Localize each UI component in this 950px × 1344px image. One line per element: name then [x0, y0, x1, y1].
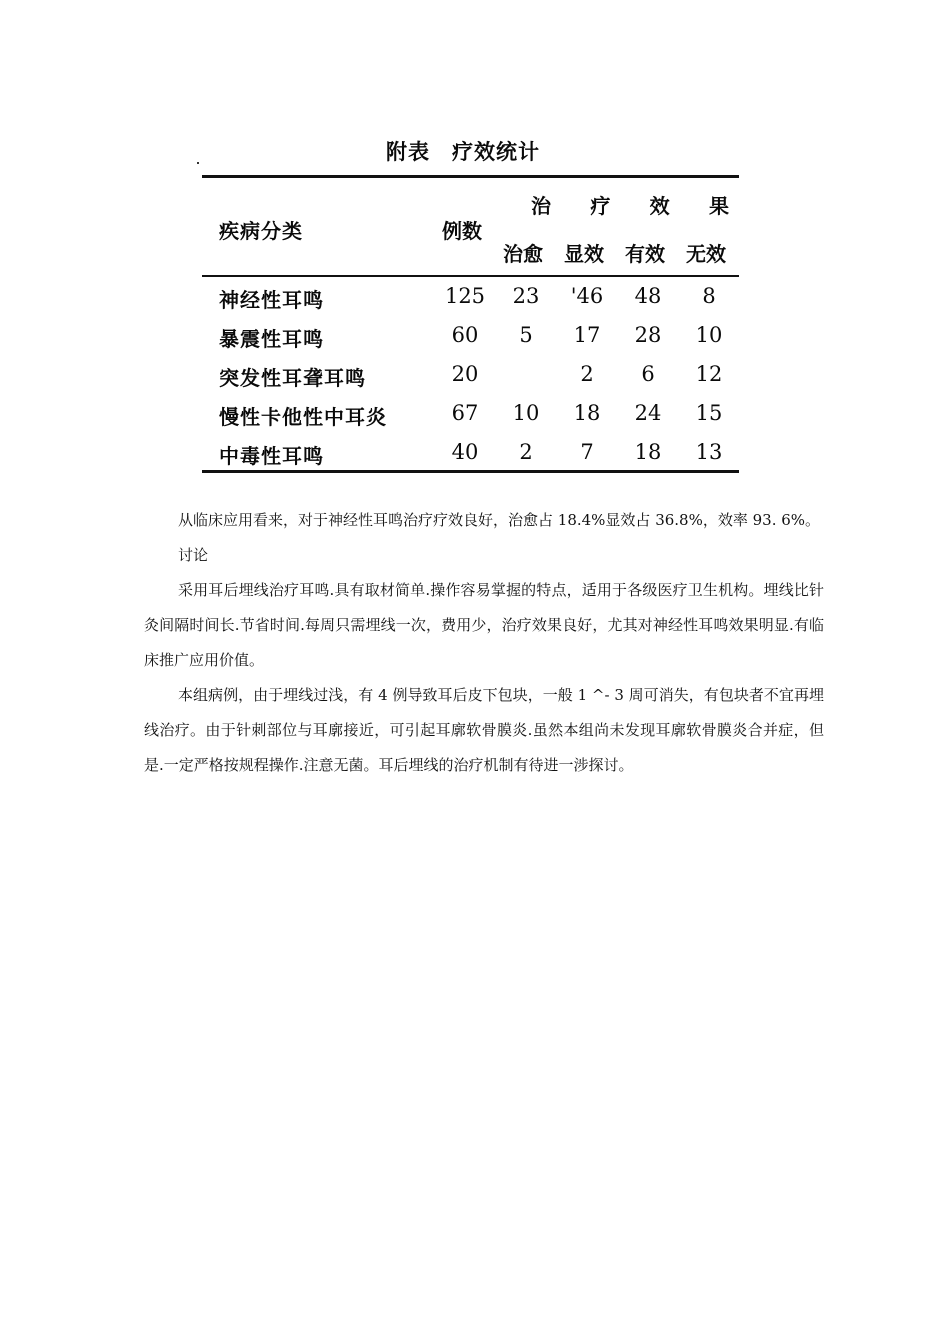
header-ineffective: 无效 [686, 242, 726, 266]
table-header-rule [202, 275, 739, 277]
row-effective: 6 [641, 362, 655, 386]
header-outcome-char: 效 [649, 194, 670, 218]
row-ineffective: 13 [695, 440, 723, 464]
row-cured: 5 [519, 323, 533, 347]
row-cases: 40 [451, 440, 479, 464]
header-cured: 治愈 [503, 242, 543, 266]
discussion-heading: 讨论 [178, 546, 209, 564]
row-ineffective: 10 [695, 323, 723, 347]
table-row [0, 362, 950, 392]
row-cases: 60 [451, 323, 479, 347]
row-disease-name: 暴震性耳鸣 [219, 327, 324, 351]
table-row [0, 284, 950, 314]
table-row [0, 440, 950, 470]
row-marked: 18 [573, 401, 601, 425]
header-marked: 显效 [564, 242, 604, 266]
row-effective: 48 [634, 284, 662, 308]
row-marked: 2 [580, 362, 594, 386]
table-row [0, 401, 950, 431]
header-case-count: 例数 [442, 219, 482, 243]
table-top-rule [202, 175, 739, 178]
row-disease-name: 慢性卡他性中耳炎 [219, 405, 387, 429]
row-cases: 67 [451, 401, 479, 425]
header-outcome-char: 果 [708, 194, 729, 218]
row-cases: 20 [451, 362, 479, 386]
row-ineffective: 12 [695, 362, 723, 386]
row-cured: 23 [512, 284, 540, 308]
discussion-paragraph-complications: 本组病例，由于埋线过浅，有 4 例导致耳后皮下包块，一般 1 ^- 3 周可消失，有包块者不宜再埋线治疗。由于针刺部位与耳廓接近，可引起耳廓软骨膜炎.虽然本组尚未发现耳廓软骨膜炎合并症，但是.一定严格按规程操作.注意无菌。耳后埋线的治疗机制有待进一涉探讨。 [144, 686, 824, 774]
row-effective: 24 [634, 401, 662, 425]
row-marked: 17 [573, 323, 601, 347]
row-ineffective: 15 [695, 401, 723, 425]
row-disease-name: 神经性耳鸣 [219, 288, 324, 312]
header-effective: 有效 [625, 242, 665, 266]
discussion-paragraph-advantages: 采用耳后埋线治疗耳鸣.具有取材简单.操作容易掌握的特点，适用于各级医疗卫生机构。埋线比针灸间隔时间长.节省时间.每周只需埋线一次，费用少，治疗效果良好，尤其对神经性耳鸣效果明显.有临床推广应用价值。 [144, 581, 824, 669]
row-cases: 125 [444, 284, 486, 308]
efficacy-table-image [0, 0, 950, 500]
scan-artifact-dot [197, 162, 199, 164]
header-treatment-outcome [530, 190, 730, 219]
article-body [144, 503, 824, 783]
results-paragraph: 从临床应用看来，对于神经性耳鸣治疗疗效良好，治愈占 18.4%显效占 36.8%，效率 93. 6%。 [178, 511, 821, 529]
table-caption: 附表 疗效统计 [386, 139, 540, 164]
header-disease-category: 疾病分类 [219, 219, 303, 243]
row-ineffective: 8 [702, 284, 716, 308]
row-effective: 18 [634, 440, 662, 464]
row-disease-name: 突发性耳聋耳鸣 [219, 366, 366, 390]
table-bottom-rule [202, 470, 739, 473]
row-marked: '46 [570, 284, 604, 308]
row-marked: 7 [580, 440, 594, 464]
row-disease-name: 中毒性耳鸣 [219, 444, 324, 468]
table-row [0, 323, 950, 353]
row-cured: 10 [512, 401, 540, 425]
header-outcome-char: 治 [531, 194, 551, 218]
row-effective: 28 [634, 323, 662, 347]
header-outcome-char: 疗 [590, 194, 611, 218]
row-cured: 2 [519, 440, 533, 464]
